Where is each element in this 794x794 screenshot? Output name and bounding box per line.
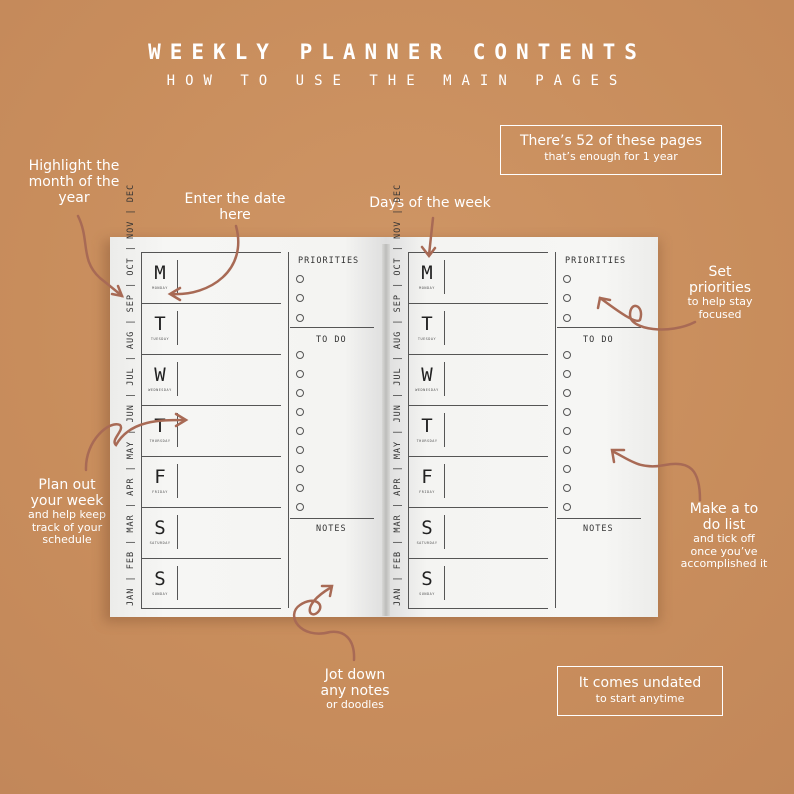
day-name: SATURDAY (149, 541, 171, 545)
annotation-line: your week (30, 493, 104, 510)
arrow-notes (294, 588, 354, 660)
month-strip[interactable]: JAN | FEB | MAR | APR | MAY | JUN | JUL | AUG | SEP | OCT | NOV | DEC (393, 183, 403, 606)
annotation-line: here (219, 207, 251, 224)
day-letter: F (154, 466, 166, 488)
day-letter: M (421, 262, 433, 284)
annotation-line: Make a to (689, 501, 759, 517)
notes-heading: NOTES (316, 524, 347, 534)
annotation-line: or doodles (326, 698, 384, 712)
day-letter: T (421, 415, 433, 437)
annotation-line: accomplished it (680, 557, 768, 571)
todo-heading: TO DO (316, 335, 347, 345)
annotation-line: to help stay (687, 295, 753, 309)
arrow-highlight-month (78, 216, 122, 296)
annotation-line: Enter the date (184, 191, 286, 207)
pages-count-subtext: that’s enough for 1 year (544, 149, 678, 163)
day-letter: W (421, 364, 433, 386)
day-name: FRIDAY (419, 490, 435, 494)
day-name: MONDAY (152, 286, 168, 290)
pages-count-text: There’s 52 of these pages (519, 133, 703, 149)
day-name: THURSDAY (149, 439, 171, 443)
annotation-line: Plan out (38, 477, 96, 493)
notes-heading: NOTES (583, 524, 614, 534)
day-name: THURSDAY (416, 439, 438, 443)
arrow-plan-week (86, 420, 184, 470)
todo-heading: TO DO (583, 335, 614, 345)
annotation-line: Days of the week (369, 195, 491, 211)
day-name: SATURDAY (416, 541, 438, 545)
day-letter: T (154, 415, 166, 437)
day-name: MONDAY (419, 286, 435, 290)
day-name: SUNDAY (419, 592, 435, 596)
arrow-priorities (600, 298, 695, 329)
annotation-line: do list (702, 517, 746, 534)
day-letter: S (154, 568, 166, 590)
page-subtitle: HOW TO USE THE MAIN PAGES (166, 73, 628, 89)
day-letter: S (421, 568, 433, 590)
day-letter: S (154, 517, 166, 539)
arrow-todo-list (614, 452, 700, 500)
day-letter: S (421, 517, 433, 539)
day-name: SUNDAY (152, 592, 168, 596)
day-letter: W (154, 364, 166, 386)
day-name: TUESDAY (150, 337, 170, 341)
annotation-line: and help keep (28, 508, 106, 522)
day-name: WEDNESDAY (148, 388, 172, 392)
day-name: TUESDAY (417, 337, 437, 341)
annotation-line: schedule (42, 533, 92, 547)
day-letter: T (421, 313, 433, 335)
annotation-line: year (58, 190, 90, 207)
arrow-enter-date (172, 226, 238, 294)
annotation-line: focused (698, 307, 742, 321)
day-letter: T (154, 313, 166, 335)
day-name: WEDNESDAY (415, 388, 439, 392)
annotation-line: month of the (28, 174, 120, 191)
page-title: WEEKLY PLANNER CONTENTS (148, 40, 646, 64)
annotation-line: Set (708, 264, 732, 280)
day-letter: F (421, 466, 433, 488)
annotation-line: Jot down (324, 667, 386, 683)
annotation-line: and tick off (693, 532, 755, 546)
priorities-heading: PRIORITIES (298, 256, 360, 266)
undated-subtext: to start anytime (595, 691, 685, 705)
annotation-line: Highlight the (28, 158, 120, 174)
annotation-line: once you’ve (690, 544, 758, 558)
month-strip[interactable]: JAN | FEB | MAR | APR | MAY | JUN | JUL | AUG | SEP | OCT | NOV | DEC (126, 183, 136, 606)
day-letter: M (154, 262, 166, 284)
day-name: FRIDAY (152, 490, 168, 494)
annotation-line: track of your (31, 520, 103, 534)
priorities-heading: PRIORITIES (565, 256, 627, 266)
annotation-line: priorities (688, 280, 752, 297)
annotation-line: any notes (320, 683, 390, 700)
undated-text: It comes undated (578, 675, 702, 691)
